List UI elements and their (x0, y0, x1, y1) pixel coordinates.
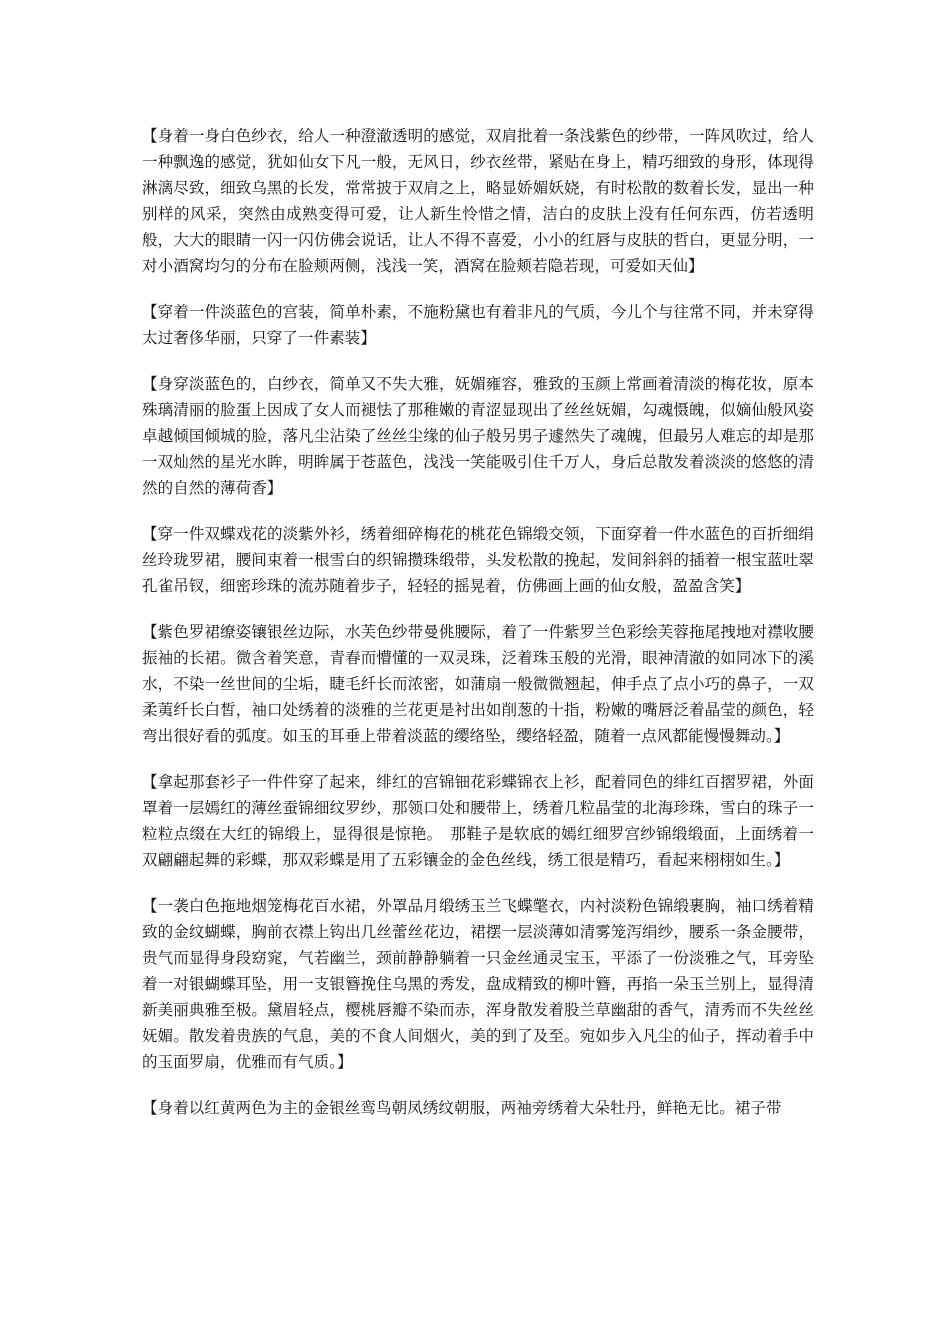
paragraph-3: 【身穿淡蓝色的，白纱衣，简单又不失大雅，妩媚雍容，雅致的玉颜上常画着清淡的梅花妆，原本殊璃清丽的脸蛋上因成了女人而褪怯了那稚嫩的青涩显现出了丝丝妩媚，勾魂慑魄，似嫡仙般风姿卓越倾国倾城的脸，落凡尘沾染了丝丝尘缘的仙子般另男子遽然失了魂魄，但最另人难忘的却是那一双灿然的星光水眸，明眸属于苍蓝色，浅浅一笑能吸引住千万人，身后总散发着淡淡的悠悠的清然的自然的薄荷香】 (142, 375, 814, 497)
paragraph-4: 【穿一件双蝶戏花的淡紫外衫，绣着细碎梅花的桃花色锦缎交领，下面穿着一件水蓝色的百折细绢丝玲珑罗裙，腰间束着一根雪白的织锦攒珠缎带，头发松散的挽起，发间斜斜的插着一根宝蓝吐翠孔雀吊钗，细密珍珠的流苏随着步子，轻轻的摇晃着，仿佛画上画的仙女般，盈盈含笑】 (142, 525, 814, 595)
paragraph-2: 【穿着一件淡蓝色的宫装，简单朴素，不施粉黛也有着非凡的气质，今儿个与往常不同，并未穿得太过奢侈华丽，只穿了一件素装】 (142, 303, 814, 347)
document-body (142, 123, 814, 1121)
paragraph-5: 【紫色罗裙缭姿镶银丝边际，水芙色纱带曼佻腰际，着了一件紫罗兰色彩绘芙蓉拖尾拽地对襟收腰振袖的长裙。微含着笑意，青春而懵懂的一双灵珠，泛着珠玉般的光滑，眼神清澈的如同冰下的溪水，不染一丝世间的尘垢，睫毛纤长而浓密，如蒲扇一般微微翘起，伸手点了点小巧的鼻子，一双柔荑纤长白皙，袖口处绣着的淡雅的兰花更是衬出如削葱的十指，粉嫩的嘴唇泛着晶莹的颜色，轻弯出很好看的弧度。如玉的耳垂上带着淡蓝的缨络坠，缨络轻盈，随着一点风都能慢慢舞动。】 (142, 623, 814, 745)
paragraph-6: 【拿起那套衫子一件件穿了起来，绯红的宫锦钿花彩蝶锦衣上衫，配着同色的绯红百摺罗裙，外面罩着一层嫣红的薄丝蚕锦细纹罗纱，那领口处和腰带上，绣着几粒晶莹的北海珍珠，雪白的珠子一粒粒点缀在大红的锦缎上，显得很是惊艳。 那鞋子是软底的嫣红细罗宫纱锦缎缎面，上面绣着一双翩翩起舞的彩蝶，那双彩蝶是用了五彩镶金的金色丝线，绣工很是精巧，看起来栩栩如生。】 (142, 773, 814, 869)
paragraph-8: 【身着以红黄两色为主的金银丝鸾鸟朝凤绣纹朝服，两袖旁绣着大朵牡丹，鲜艳无比。裙子带 (142, 1099, 782, 1117)
paragraph-1: 【身着一身白色纱衣，给人一种澄澈透明的感觉，双肩批着一条浅紫色的纱带，一阵风吹过，给人一种飘逸的感觉，犹如仙女下凡一般，无风日，纱衣丝带，紧贴在身上，精巧细致的身形，体现得淋漓尽致，细致乌黑的长发，常常披于双肩之上，略显娇媚妖娆，有时松散的数着长发，显出一种别样的风采，突然由成熟变得可爱，让人新生怜惜之情，洁白的皮肤上没有任何东西，仿若透明般，大大的眼睛一闪一闪仿佛会说话，让人不得不喜爱，小小的红唇与皮肤的哲白，更显分明，一对小酒窝均匀的分布在脸颊两侧，浅浅一笑，酒窝在脸颊若隐若现，可爱如天仙】 (142, 127, 814, 275)
paragraph-7: 【一袭白色拖地烟笼梅花百水裙，外罩品月缎绣玉兰飞蝶氅衣，内衬淡粉色锦缎裹胸，袖口绣着精致的金纹蝴蝶，胸前衣襟上钩出几丝蕾丝花边，裙摆一层淡薄如清雾笼泻绢纱，腰系一条金腰带，贵气而显得身段窈窕，气若幽兰，颈前静静躺着一只金丝通灵宝玉，平添了一份淡雅之气，耳旁坠着一对银蝴蝶耳坠，用一支银簪挽住乌黑的秀发，盘成精致的柳叶簪，再掐一朵玉兰别上，显得清新美丽典雅至极。黛眉轻点，樱桃唇瓣不染而赤，浑身散发着股兰草幽甜的香气，清秀而不失丝丝妩媚。散发着贵族的气息，美的不食人间烟火，美的到了及至。宛如步入凡尘的仙子，挥动着手中的玉面罗扇，优雅而有气质。】 (142, 897, 814, 1071)
